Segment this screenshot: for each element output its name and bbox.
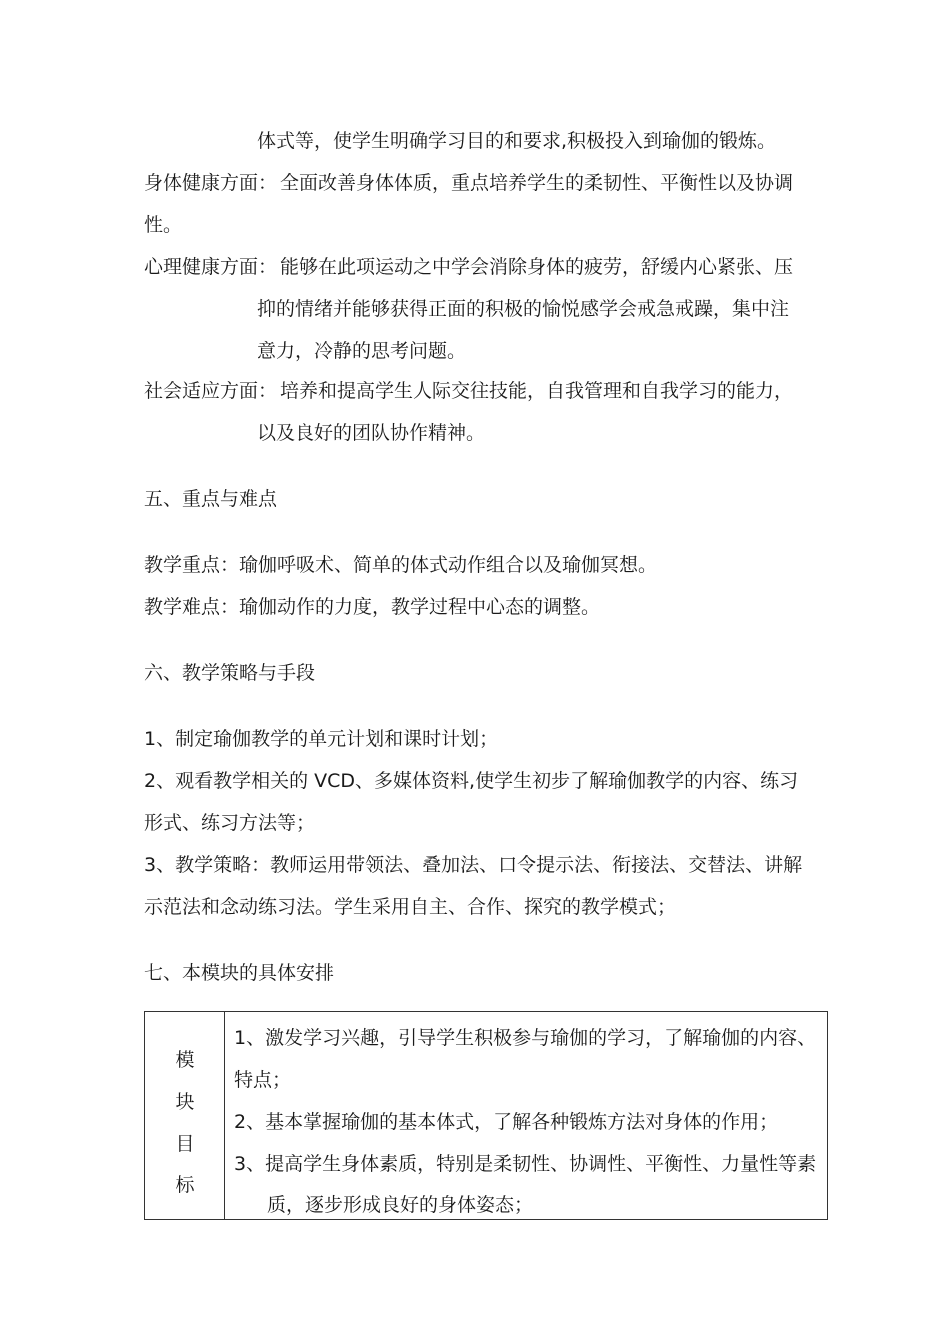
mental-health-label: 心理健康方面： bbox=[144, 256, 278, 278]
label-char: 标 bbox=[175, 1174, 195, 1196]
goal-3-cont: 质，逐步形成良好的身体姿态； bbox=[267, 1194, 534, 1216]
module-goals-content-cell bbox=[225, 1012, 827, 1219]
physical-health-text: 全面改善身体体质，重点培养学生的柔韧性、平衡性以及协调 bbox=[280, 172, 794, 194]
mental-health-text-cont1: 抑的情绪并能够获得正面的积极的愉悦感学会戒急戒躁，集中注 bbox=[257, 298, 790, 320]
strategy-item-2-cont: 形式、练习方法等； bbox=[144, 812, 316, 834]
strategy-item-3-cont: 示范法和念动练习法。学生采用自主、合作、探究的教学模式； bbox=[144, 896, 677, 918]
social-adaptation-text-cont: 以及良好的团队协作精神。 bbox=[257, 422, 486, 444]
physical-health-label: 身体健康方面： bbox=[144, 172, 278, 194]
label-char: 目 bbox=[175, 1133, 195, 1155]
strategy-item-2: 2、观看教学相关的 VCD、多媒体资料,使学生初步了解瑜伽教学的内容、练习 bbox=[144, 770, 799, 792]
mental-health-text-cont2: 意力，冷静的思考问题。 bbox=[257, 340, 467, 362]
goal-3: 3、提高学生身体素质，特别是柔韧性、协调性、平衡性、力量性等素 bbox=[234, 1153, 817, 1175]
difficulty: 教学难点：瑜伽动作的力度，教学过程中心态的调整。 bbox=[144, 596, 601, 618]
goal-1: 1、激发学习兴趣，引导学生积极参与瑜伽的学习，了解瑜伽的内容、 bbox=[234, 1027, 817, 1049]
social-adaptation-label: 社会适应方面： bbox=[144, 380, 278, 402]
goal-1-cont: 特点； bbox=[234, 1069, 292, 1091]
physical-health-text-cont: 性。 bbox=[144, 214, 183, 236]
section7-heading: 七、本模块的具体安排 bbox=[144, 962, 335, 984]
strategy-item-3: 3、教学策略：教师运用带领法、叠加法、口令提示法、衔接法、交替法、讲解 bbox=[144, 854, 803, 876]
key-point: 教学重点：瑜伽呼吸术、简单的体式动作组合以及瑜伽冥想。 bbox=[144, 554, 658, 576]
module-goals-table bbox=[144, 1011, 828, 1220]
label-char: 模 bbox=[175, 1049, 195, 1071]
intro-continuation: 体式等，使学生明确学习目的和要求,积极投入到瑜伽的锻炼。 bbox=[257, 130, 777, 152]
label-char: 块 bbox=[175, 1091, 195, 1113]
mental-health-text: 能够在此项运动之中学会消除身体的疲劳，舒缓内心紧张、压 bbox=[280, 256, 794, 278]
social-adaptation-text: 培养和提高学生人际交往技能，自我管理和自我学习的能力， bbox=[280, 380, 794, 402]
strategy-item-1: 1、制定瑜伽教学的单元计划和课时计划； bbox=[144, 728, 499, 750]
section5-heading: 五、重点与难点 bbox=[144, 488, 278, 510]
goal-2: 2、基本掌握瑜伽的基本体式，了解各种锻炼方法对身体的作用； bbox=[234, 1111, 779, 1133]
module-goals-label-cell bbox=[145, 1012, 225, 1219]
section6-heading: 六、教学策略与手段 bbox=[144, 662, 316, 684]
